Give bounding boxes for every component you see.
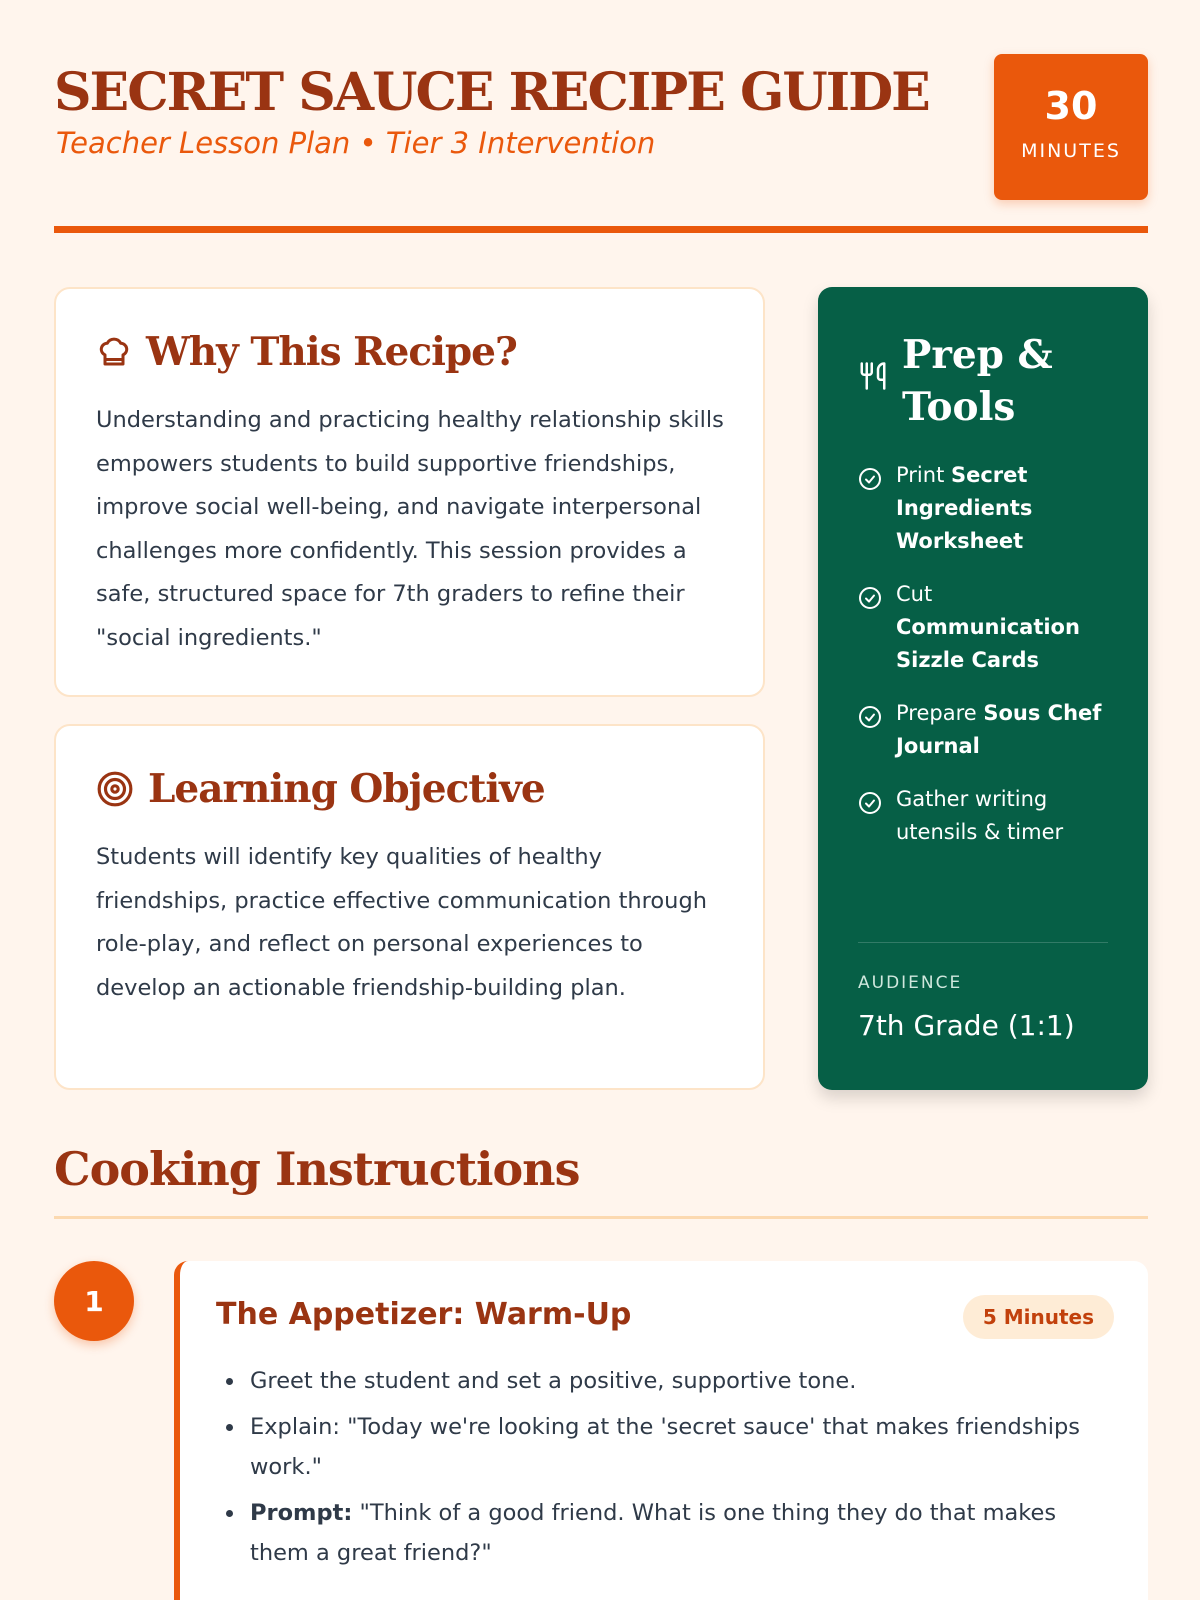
page-header: [54, 54, 1148, 234]
step-bullet-list: [246, 1361, 1116, 1579]
duration-value: 30: [1044, 84, 1098, 128]
duration-badge: [994, 54, 1148, 200]
prep-tools-title-text: Prep & Tools: [902, 332, 1053, 430]
step-title: The Appetizer: Warm-Up: [216, 1297, 632, 1332]
why-recipe-text: Understanding and practicing healthy relationship skills empowers students to build supportive friendships, improve social well-being, and navigate interpersonal challenges more confidently. This session provides a safe, structured space for 7th graders to refine their "social ingredients.": [96, 407, 724, 651]
learning-objective-text: Students will identify key qualities of healthy friendships, practice effective communication through role-play, and reflect on personal experiences to develop an actionable friendship-building plan.: [96, 844, 707, 1001]
checklist-item: [858, 578, 1108, 677]
learning-objective-title: Learning Objective: [148, 766, 545, 812]
step-duration-badge: 5 Minutes: [963, 1295, 1114, 1339]
header-divider: [54, 226, 1148, 233]
audience-label: AUDIENCE: [858, 973, 963, 993]
step-bullet: • Explain: "Today we're looking at the 'secret sauce' that makes friendships work.": [246, 1407, 1116, 1487]
checklist-item: [858, 697, 1108, 763]
prep-tools-title: [902, 329, 1062, 433]
why-recipe-card: [54, 287, 765, 697]
checklist-item-text: Print Secret Ingredients Worksheet: [896, 463, 1033, 553]
page-title: SECRET SAUCE RECIPE GUIDE: [54, 62, 929, 123]
step-bullet: • Prompt: "Think of a good friend. What is one thing they do that makes them a great friend?": [246, 1493, 1116, 1573]
section-divider: [54, 1216, 1148, 1219]
check-circle-icon: [858, 791, 882, 815]
learning-objective-header: [96, 766, 545, 812]
checklist-item-text: Gather writing utensils & timer: [896, 787, 1064, 844]
chef-hat-icon: [96, 334, 132, 370]
duration-unit: MINUTES: [1021, 140, 1121, 162]
target-icon: [96, 770, 134, 808]
checklist-item-text: Cut Communication Sizzle Cards: [896, 582, 1080, 672]
check-circle-icon: [858, 705, 882, 729]
page-subtitle: Teacher Lesson Plan • Tier 3 Intervention: [56, 126, 656, 160]
prep-tools-panel: [818, 287, 1148, 1090]
why-recipe-header: [96, 329, 517, 375]
checklist-item: [858, 459, 1108, 558]
check-circle-icon: [858, 586, 882, 610]
step-card: [174, 1261, 1148, 1600]
checklist-item: [858, 783, 1108, 849]
audience-value: 7th Grade (1:1): [858, 1009, 1075, 1042]
learning-objective-card: [54, 724, 765, 1090]
checklist-item-text: Prepare Sous Chef Journal: [896, 701, 1102, 758]
prep-divider: [858, 942, 1108, 943]
prep-checklist: [858, 459, 1108, 869]
utensils-icon: [858, 359, 888, 393]
prep-tools-header: [858, 329, 1062, 433]
step-number-badge: 1: [54, 1261, 134, 1341]
cooking-instructions-title: Cooking Instructions: [54, 1142, 580, 1196]
step-bullet: • Greet the student and set a positive, supportive tone.: [246, 1361, 1116, 1401]
check-circle-icon: [858, 467, 882, 491]
why-recipe-title: Why This Recipe?: [146, 329, 517, 375]
